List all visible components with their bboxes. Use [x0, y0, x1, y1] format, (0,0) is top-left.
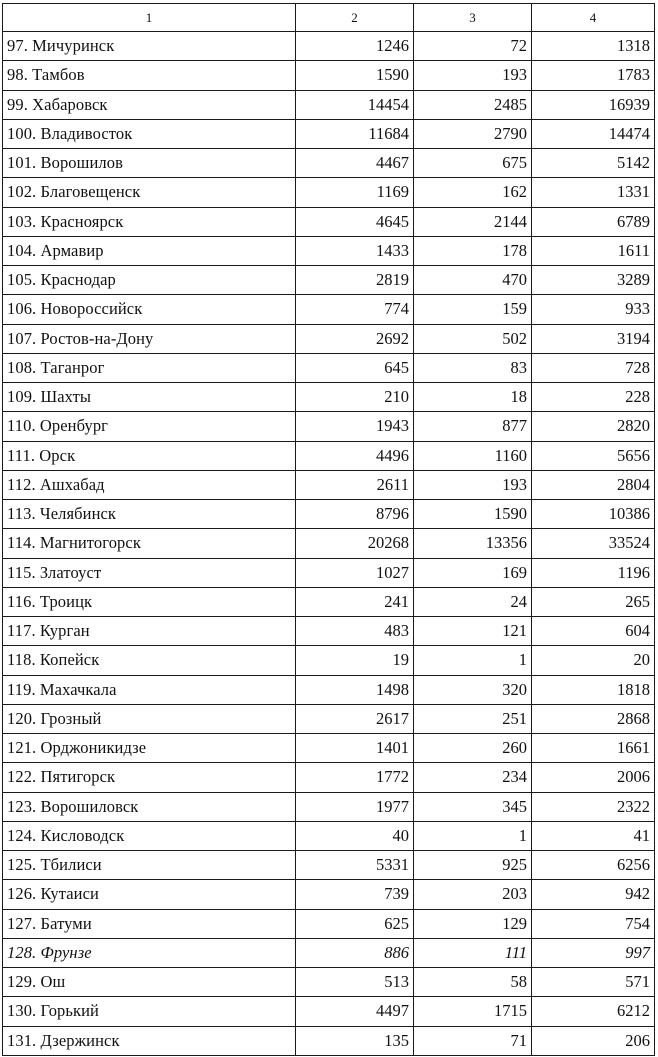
value-col3-cell: 1: [414, 821, 532, 850]
city-name-cell: 102. Благовещенск: [3, 178, 296, 207]
value-col2-cell: 4645: [296, 207, 414, 236]
city-name-cell: 107. Ростов-на-Дону: [3, 324, 296, 353]
city-name-cell: 120. Грозный: [3, 704, 296, 733]
value-col3-cell: 1590: [414, 500, 532, 529]
value-col4-cell: 1331: [532, 178, 655, 207]
value-col3-cell: 925: [414, 851, 532, 880]
value-col2-cell: 1977: [296, 792, 414, 821]
table-row: [3, 675, 655, 704]
value-col2-cell: 8796: [296, 500, 414, 529]
city-name-cell: 99. Хабаровск: [3, 90, 296, 119]
table-row: [3, 353, 655, 382]
value-col2-cell: 1027: [296, 558, 414, 587]
city-name-cell: 122. Пятигорск: [3, 763, 296, 792]
city-name-cell: 118. Копейск: [3, 646, 296, 675]
table-row: [3, 704, 655, 733]
table-row: [3, 500, 655, 529]
value-col3-cell: 178: [414, 236, 532, 265]
value-col4-cell: 228: [532, 383, 655, 412]
value-col4-cell: 206: [532, 1026, 655, 1055]
city-name-cell: 97. Мичуринск: [3, 32, 296, 61]
column-header-3: 3: [414, 4, 532, 32]
value-col3-cell: 83: [414, 353, 532, 382]
value-col2-cell: 5331: [296, 851, 414, 880]
table-row: [3, 236, 655, 265]
city-name-cell: 105. Краснодар: [3, 266, 296, 295]
value-col3-cell: 470: [414, 266, 532, 295]
city-name-cell: 109. Шахты: [3, 383, 296, 412]
city-name-cell: 98. Тамбов: [3, 61, 296, 90]
city-name-cell: 131. Дзержинск: [3, 1026, 296, 1055]
table-row: [3, 646, 655, 675]
value-col2-cell: 19: [296, 646, 414, 675]
value-col2-cell: 135: [296, 1026, 414, 1055]
value-col4-cell: 571: [532, 968, 655, 997]
value-col3-cell: 260: [414, 734, 532, 763]
value-col3-cell: 159: [414, 295, 532, 324]
city-name-cell: 112. Ашхабад: [3, 470, 296, 499]
value-col4-cell: 1611: [532, 236, 655, 265]
table-row: [3, 61, 655, 90]
value-col2-cell: 1169: [296, 178, 414, 207]
city-name-cell: 126. Кутаиси: [3, 880, 296, 909]
city-name-cell: 130. Горький: [3, 997, 296, 1026]
table-row: [3, 324, 655, 353]
table-row: [3, 412, 655, 441]
city-name-cell: 110. Оренбург: [3, 412, 296, 441]
table-header: [3, 4, 655, 32]
value-col2-cell: 2692: [296, 324, 414, 353]
city-name-cell: 127. Батуми: [3, 909, 296, 938]
value-col3-cell: 24: [414, 587, 532, 616]
table-row: [3, 558, 655, 587]
table-row: [3, 734, 655, 763]
city-name-cell: 123. Ворошиловск: [3, 792, 296, 821]
table-row: [3, 617, 655, 646]
value-col4-cell: 604: [532, 617, 655, 646]
value-col4-cell: 6789: [532, 207, 655, 236]
city-name-cell: 124. Кисловодск: [3, 821, 296, 850]
table-row: [3, 149, 655, 178]
city-name-cell: 106. Новороссийск: [3, 295, 296, 324]
column-header-1: 1: [3, 4, 296, 32]
table-row: [3, 1026, 655, 1055]
value-col4-cell: 14474: [532, 119, 655, 148]
value-col2-cell: 1498: [296, 675, 414, 704]
city-name-cell: 104. Армавир: [3, 236, 296, 265]
table-row: [3, 968, 655, 997]
value-col2-cell: 4497: [296, 997, 414, 1026]
value-col2-cell: 241: [296, 587, 414, 616]
value-col3-cell: 162: [414, 178, 532, 207]
value-col2-cell: 40: [296, 821, 414, 850]
value-col3-cell: 193: [414, 470, 532, 499]
value-col3-cell: 502: [414, 324, 532, 353]
value-col4-cell: 2006: [532, 763, 655, 792]
city-name-cell: 101. Ворошилов: [3, 149, 296, 178]
value-col2-cell: 20268: [296, 529, 414, 558]
table-row: [3, 178, 655, 207]
value-col2-cell: 210: [296, 383, 414, 412]
value-col2-cell: 774: [296, 295, 414, 324]
table-row: [3, 997, 655, 1026]
value-col2-cell: 513: [296, 968, 414, 997]
value-col2-cell: 2611: [296, 470, 414, 499]
value-col3-cell: 121: [414, 617, 532, 646]
value-col3-cell: 234: [414, 763, 532, 792]
table-row: [3, 383, 655, 412]
value-col3-cell: 1: [414, 646, 532, 675]
value-col3-cell: 1160: [414, 441, 532, 470]
city-name-cell: 114. Магнитогорск: [3, 529, 296, 558]
table-row: [3, 207, 655, 236]
document-page: [2, 3, 654, 1056]
city-name-cell: 111. Орск: [3, 441, 296, 470]
table-row: [3, 880, 655, 909]
table-row: [3, 295, 655, 324]
value-col2-cell: 1433: [296, 236, 414, 265]
city-name-cell: 113. Челябинск: [3, 500, 296, 529]
value-col2-cell: 1772: [296, 763, 414, 792]
value-col3-cell: 111: [414, 938, 532, 967]
value-col3-cell: 320: [414, 675, 532, 704]
value-col3-cell: 58: [414, 968, 532, 997]
value-col2-cell: 4496: [296, 441, 414, 470]
column-header-4: 4: [532, 4, 655, 32]
table-row: [3, 441, 655, 470]
value-col4-cell: 997: [532, 938, 655, 967]
value-col2-cell: 2819: [296, 266, 414, 295]
table-row: [3, 32, 655, 61]
value-col4-cell: 2868: [532, 704, 655, 733]
table-row: [3, 266, 655, 295]
table-row: [3, 763, 655, 792]
value-col2-cell: 483: [296, 617, 414, 646]
city-data-table: [2, 3, 655, 1056]
value-col2-cell: 2617: [296, 704, 414, 733]
header-row: [3, 4, 655, 32]
value-col3-cell: 193: [414, 61, 532, 90]
value-col3-cell: 251: [414, 704, 532, 733]
value-col4-cell: 16939: [532, 90, 655, 119]
table-row: [3, 529, 655, 558]
value-col3-cell: 2790: [414, 119, 532, 148]
value-col3-cell: 345: [414, 792, 532, 821]
value-col4-cell: 933: [532, 295, 655, 324]
value-col4-cell: 5142: [532, 149, 655, 178]
value-col4-cell: 2322: [532, 792, 655, 821]
value-col2-cell: 1246: [296, 32, 414, 61]
value-col4-cell: 6212: [532, 997, 655, 1026]
column-header-2: 2: [296, 4, 414, 32]
city-name-cell: 103. Красноярск: [3, 207, 296, 236]
table-row: [3, 938, 655, 967]
value-col4-cell: 754: [532, 909, 655, 938]
value-col2-cell: 645: [296, 353, 414, 382]
city-name-cell: 119. Махачкала: [3, 675, 296, 704]
value-col4-cell: 2804: [532, 470, 655, 499]
value-col4-cell: 2820: [532, 412, 655, 441]
value-col2-cell: 886: [296, 938, 414, 967]
value-col4-cell: 1783: [532, 61, 655, 90]
value-col4-cell: 942: [532, 880, 655, 909]
value-col3-cell: 675: [414, 149, 532, 178]
value-col2-cell: 1590: [296, 61, 414, 90]
value-col3-cell: 169: [414, 558, 532, 587]
value-col2-cell: 1943: [296, 412, 414, 441]
value-col2-cell: 739: [296, 880, 414, 909]
city-name-cell: 128. Фрунзе: [3, 938, 296, 967]
value-col4-cell: 1818: [532, 675, 655, 704]
table-row: [3, 851, 655, 880]
value-col4-cell: 41: [532, 821, 655, 850]
value-col4-cell: 33524: [532, 529, 655, 558]
city-name-cell: 108. Таганрог: [3, 353, 296, 382]
table-row: [3, 470, 655, 499]
value-col3-cell: 72: [414, 32, 532, 61]
value-col4-cell: 5656: [532, 441, 655, 470]
table-row: [3, 909, 655, 938]
city-name-cell: 125. Тбилиси: [3, 851, 296, 880]
table-row: [3, 792, 655, 821]
value-col4-cell: 1318: [532, 32, 655, 61]
value-col4-cell: 3289: [532, 266, 655, 295]
value-col3-cell: 71: [414, 1026, 532, 1055]
value-col2-cell: 14454: [296, 90, 414, 119]
table-body: [3, 32, 655, 1056]
city-name-cell: 116. Троицк: [3, 587, 296, 616]
value-col2-cell: 625: [296, 909, 414, 938]
table-row: [3, 821, 655, 850]
value-col4-cell: 1196: [532, 558, 655, 587]
table-row: [3, 119, 655, 148]
value-col2-cell: 1401: [296, 734, 414, 763]
value-col4-cell: 728: [532, 353, 655, 382]
value-col2-cell: 4467: [296, 149, 414, 178]
value-col3-cell: 203: [414, 880, 532, 909]
city-name-cell: 117. Курган: [3, 617, 296, 646]
value-col3-cell: 13356: [414, 529, 532, 558]
value-col3-cell: 877: [414, 412, 532, 441]
value-col2-cell: 11684: [296, 119, 414, 148]
value-col3-cell: 2485: [414, 90, 532, 119]
city-name-cell: 129. Ош: [3, 968, 296, 997]
value-col4-cell: 10386: [532, 500, 655, 529]
value-col4-cell: 3194: [532, 324, 655, 353]
value-col3-cell: 18: [414, 383, 532, 412]
table-row: [3, 587, 655, 616]
value-col4-cell: 1661: [532, 734, 655, 763]
value-col3-cell: 2144: [414, 207, 532, 236]
value-col4-cell: 20: [532, 646, 655, 675]
value-col3-cell: 129: [414, 909, 532, 938]
city-name-cell: 100. Владивосток: [3, 119, 296, 148]
value-col4-cell: 6256: [532, 851, 655, 880]
value-col4-cell: 265: [532, 587, 655, 616]
value-col3-cell: 1715: [414, 997, 532, 1026]
table-row: [3, 90, 655, 119]
city-name-cell: 121. Орджоникидзе: [3, 734, 296, 763]
city-name-cell: 115. Златоуст: [3, 558, 296, 587]
